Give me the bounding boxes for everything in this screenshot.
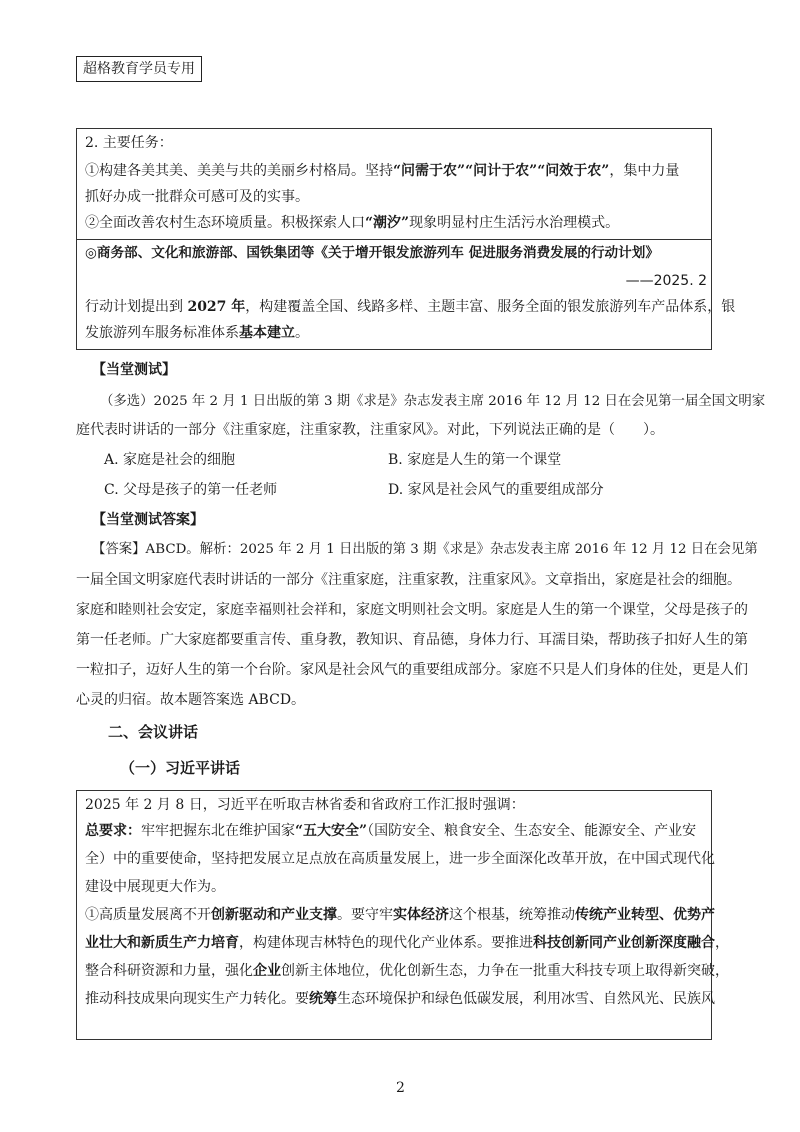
- text: 整合科研资源和力量，强化: [85, 963, 253, 979]
- text: 发旅游列车服务标准体系: [85, 325, 239, 341]
- answer-line-1: 【答案】ABCD。解析：2025 年 2 月 1 日出版的第 3 期《求是》杂志发表主席 2016 年 12 月 12 日在会见第: [92, 542, 758, 557]
- speech-line-3: 全）中的重要使命，坚持把发展立足点放在高质量发展上，进一步全面深化改革开放，在中国式现代化: [85, 851, 715, 867]
- text: 这个根基，统筹推动: [449, 907, 575, 923]
- section-heading: 二、会议讲话: [108, 723, 199, 741]
- text: ，构建覆盖全国、线路多样、主题丰富、服务全面的银发旅游列车产品体系，银: [245, 299, 736, 315]
- emphasis: 基本建立: [239, 325, 295, 341]
- text: ①高质量发展离不开: [85, 907, 211, 923]
- text: 推动科技成果向现实生产力转化。要: [85, 991, 309, 1007]
- subsection-heading: （一）习近平讲话: [120, 759, 241, 777]
- news-body-1: [85, 297, 736, 317]
- text: 生态环境保护和绿色低碳发展，利用冰雪、自然风光、民族风: [337, 991, 715, 1007]
- text: ①构建各美其美、美美与共的美丽乡村格局。坚持: [85, 163, 393, 179]
- task-title: 2. 主要任务：: [85, 135, 173, 151]
- emphasis: “潮汐”: [365, 215, 410, 231]
- news-title: ◎商务部、文化和旅游部、国铁集团等《关于增开银发旅游列车 促进服务消费发展的行动计划》: [85, 245, 659, 261]
- text: 。要守牢: [337, 907, 393, 923]
- answer-line-3: 家庭和睦则社会安定，家庭幸福则社会祥和，家庭文明则社会文明。家庭是人生的第一个课堂，父母是孩子的: [76, 602, 748, 618]
- answer-line-2: 一届全国文明家庭代表时讲话的一部分《注重家庭，注重家教，注重家风》。文章指出，家庭是社会的细胞。: [76, 572, 741, 588]
- answer-line-6: 心灵的归宿。故本题答案选 ABCD。: [76, 692, 306, 708]
- text: ，: [715, 935, 729, 951]
- text: 。: [295, 325, 309, 341]
- text: ②全面改善农村生态环境质量。积极探索人口: [85, 215, 365, 231]
- emphasis: “问需于农”“问计于农”“问效于农”: [393, 163, 610, 179]
- option-a: A. 家庭是社会的细胞: [104, 452, 236, 468]
- answer-heading: 【当堂测试答案】: [92, 512, 204, 528]
- speech-line-5: [85, 905, 715, 925]
- news-body-2: [85, 323, 707, 343]
- test-heading: 【当堂测试】: [92, 362, 176, 378]
- emphasis: 科技创新同产业创新深度融合: [533, 935, 715, 951]
- emphasis: 业壮大和新质生产力培育: [85, 935, 239, 951]
- emphasis: 传统产业转型、优势产: [575, 907, 715, 923]
- answer-line-5: 一粒扣子，迈好人生的第一个台阶。家风是社会风气的重要组成部分。家庭不只是人们身体的住处，更是人们: [76, 662, 748, 678]
- emphasis: 实体经济: [393, 907, 449, 923]
- text: 现象明显村庄生活污水治理模式。: [409, 215, 620, 231]
- task-item-2: [85, 213, 707, 233]
- page-number: 2: [396, 1080, 405, 1096]
- emphasis: 创新驱动和产业支撑: [211, 907, 337, 923]
- question-line-1: （多选）2025 年 2 月 1 日出版的第 3 期《求是》杂志发表主席 2016 年 12 月 12 日在会见第一届全国文明家: [100, 394, 766, 409]
- emphasis: “五大安全”: [295, 823, 368, 839]
- speech-line-1: 2025 年 2 月 8 日，习近平在听取吉林省委和省政府工作汇报时强调：: [85, 797, 525, 813]
- task-box: [76, 128, 736, 350]
- text: （国防安全、粮食安全、生态安全、能源安全、产业安: [367, 823, 697, 839]
- emphasis: 总要求：: [85, 823, 141, 839]
- divider: [77, 239, 711, 240]
- option-d: D. 家风是社会风气的重要组成部分: [388, 482, 604, 498]
- text: 牢牢把握东北在维护国家: [141, 823, 295, 839]
- emphasis: 统筹: [309, 991, 337, 1007]
- speech-line-4: 建设中展现更大作为。: [85, 879, 225, 895]
- news-date: ——2025. 2: [625, 273, 707, 289]
- emphasis: 企业: [253, 963, 281, 979]
- speech-line-6: [85, 933, 729, 953]
- speech-line-7: [85, 961, 729, 981]
- text: ，构建体现吉林特色的现代化产业体系。要推进: [239, 935, 533, 951]
- emphasis: 2027 年: [187, 299, 246, 315]
- question-line-2: 庭代表时讲话的一部分《注重家庭，注重家教，注重家风》。对此，下列说法正确的是（ ）。: [76, 422, 664, 438]
- header-label: 超格教育学员专用: [76, 56, 202, 82]
- answer-line-4: 第一任老师。广大家庭都要重言传、重身教，教知识、育品德，身体力行、耳濡目染，帮助孩子扣好人生的第: [76, 632, 748, 648]
- speech-box: [76, 790, 729, 1040]
- text: 行动计划提出到: [85, 299, 188, 315]
- option-c: C. 父母是孩子的第一任老师: [104, 482, 278, 498]
- text: ，集中力量: [609, 163, 680, 179]
- option-b: B. 家庭是人生的第一个课堂: [388, 452, 562, 468]
- speech-line-2: [85, 821, 707, 841]
- text: 创新主体地位，优化创新生态，力争在一批重大科技专项上取得新突破，: [281, 963, 729, 979]
- speech-line-8: [85, 989, 715, 1009]
- task-item-1: [85, 161, 707, 181]
- task-item-1-cont: 抓好办成一批群众可感可及的实事。: [85, 189, 309, 205]
